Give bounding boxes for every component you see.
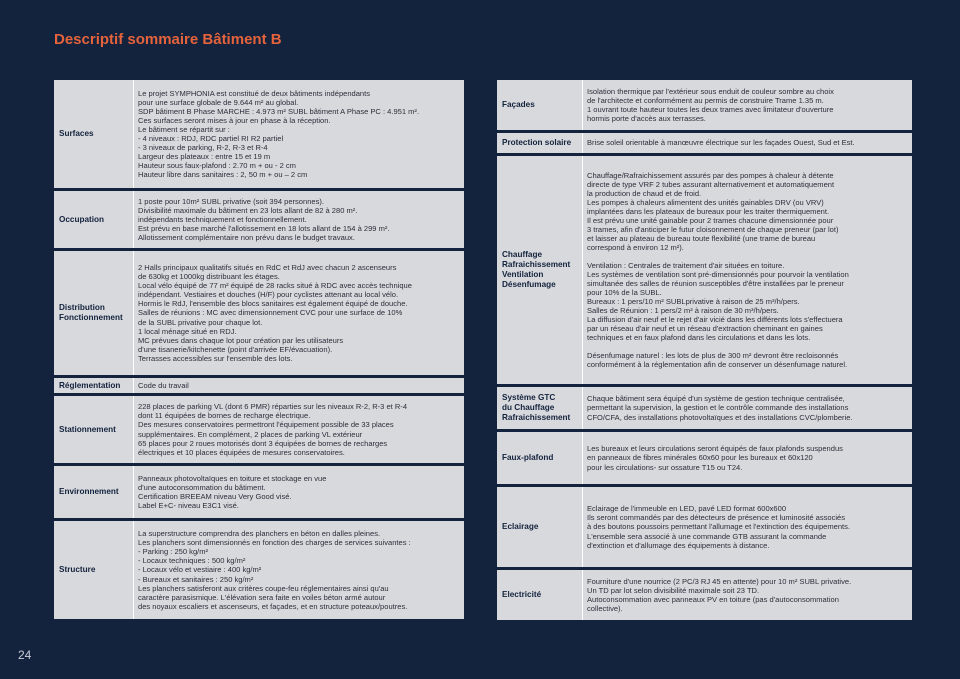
spec-line: Ventilation : Centrales de traitement d'air situées en toiture. — [587, 260, 785, 270]
spec-label-text: Protection solaire — [502, 138, 572, 147]
spec-line: Bureaux : 1 pers/10 m² SUBLprivative à raison de 25 m³/h/pers. — [587, 297, 800, 307]
spec-content — [583, 432, 912, 484]
spec-line: 65 places pour 2 roues motorisés dont 3 équipées de bornes de recharges — [138, 438, 388, 448]
spec-label — [54, 396, 134, 463]
spec-line: la production de chaud et de froid. — [587, 188, 702, 198]
spec-line: Label E+C- niveau E3C1 visé. — [138, 501, 239, 511]
spec-line: Salles de Réunion : 1 pers/2 m² à raison de 30 m³/h/pers. — [587, 306, 779, 316]
spec-label — [54, 80, 134, 188]
spec-line: pour une surface globale de 9.644 m² au global. — [138, 97, 299, 107]
spec-row-surfaces — [54, 80, 464, 188]
spec-line: correspond à environ 12 m²). — [587, 242, 684, 252]
spec-line: indépendants techniquement et fonctionnellement. — [138, 214, 307, 224]
spec-label-text: Electricité — [502, 590, 542, 599]
spec-line: 1 local ménage situé en RDJ. — [138, 326, 237, 336]
spec-label-text: Réglementation — [59, 380, 121, 390]
spec-line: 2 Halls principaux qualitatifs situés en RdC et RdJ avec chacun 2 ascenseurs — [138, 263, 397, 273]
spec-line: MC prévues dans chaque lot pour création par les utilisateurs — [138, 335, 344, 345]
spec-label-text: Occupation — [59, 214, 105, 224]
spec-label — [497, 387, 583, 429]
spec-line: d'une autoconsommation du bâtiment. — [138, 482, 266, 492]
spec-content — [583, 487, 912, 567]
spec-line: et laisser au plateau de bureau toute flexibilité (une trame de bureau — [587, 233, 816, 243]
spec-line: Hormis le RdJ, l'ensemble des blocs sanitaires est également équipé de douche. — [138, 299, 408, 309]
spec-line: - Parking : 250 kg/m² — [138, 547, 209, 557]
spec-line: de l'architecte et conformément au permis de construire Trame 1.35 m. — [587, 95, 824, 105]
spec-content — [134, 378, 464, 393]
spec-line: Est prévu en base marché l'allotissement en 18 lots allant de 154 à 299 m². — [138, 224, 390, 234]
spec-line: d'extinction et d'allumage des équipements à distance. — [587, 540, 770, 550]
spec-line: de 630kg et 1000kg distribuant les étages. — [138, 272, 280, 282]
spec-row-systeme-gtc — [497, 387, 912, 429]
spec-line: 1 ouvrant toute hauteur toutes les deux trames avec limitateur d'ouverture — [587, 105, 834, 114]
spec-line: de la SUBL privative pour chaque lot. — [138, 317, 263, 327]
spec-content — [583, 156, 912, 384]
spec-label-text: Faux-plafond — [502, 453, 554, 462]
page-number: 24 — [18, 648, 32, 662]
spec-line: permettant la supervision, la gestion et le contrôle commande des installations — [587, 403, 849, 413]
spec-line: par un réseau d'air neuf et un réseau d'extraction cheminant en gaines — [587, 324, 823, 334]
spec-row-electricite — [497, 570, 912, 620]
spec-line: - 3 niveaux de parking, R-2, R-3 et R-4 — [138, 143, 268, 153]
spec-line: caractère parasismique. L'élévation sera faite en voiles béton armé autour — [138, 592, 386, 602]
spec-line: SDP bâtiment B Phase MARCHE : 4.973 m² SUBL bâtiment A Phase PC : 4.951 m². — [138, 106, 420, 116]
spec-line: Largeur des plateaux : entre 15 et 19 m — [138, 152, 271, 162]
page-title: Descriptif sommaire Bâtiment B — [54, 31, 282, 48]
spec-content — [583, 133, 912, 153]
spec-line: 1 poste pour 10m² SUBL privative (soit 394 personnes). — [138, 196, 324, 206]
spec-content — [583, 80, 912, 130]
spec-line: - 4 niveaux : RDJ, RDC partiel RI R2 partiel — [138, 134, 284, 143]
spec-line: Les bureaux et leurs circulations seront équipés de faux plafonds suspendus — [587, 444, 843, 454]
spec-line: Salles de réunions : MC avec dimensionnement CVC pour une surface de 10% — [138, 308, 403, 318]
spec-line: Chaque bâtiment sera équipé d'un système de gestion technique centralisée, — [587, 394, 845, 404]
spec-line: collective). — [587, 604, 623, 614]
spec-line: CFO/CFA, des installations photovoltaïques et des installations CVC/plomberie. — [587, 412, 853, 422]
spec-row-distribution — [54, 251, 464, 375]
spec-line: La superstructure comprendra des planchers en béton en dalles pleines. — [138, 529, 381, 539]
spec-line: Ces surfaces seront mises à jour en phase à la réception. — [138, 115, 331, 125]
spec-content — [134, 521, 464, 619]
spec-line: Autoconsommation avec panneaux PV en toiture (pas d'autoconsommation — [587, 595, 839, 604]
spec-line: Un TD par lot selon divisibilité maximale soit 23 TD. — [587, 585, 760, 595]
spec-label-text: Système GTC du Chauffage Rafraichissement — [502, 393, 571, 422]
spec-label-text: Surfaces — [59, 129, 94, 138]
spec-line: Panneaux photovoltaïques en toiture et stockage en vue — [138, 473, 327, 483]
spec-line: pour 10% de la SUBL. — [587, 288, 662, 298]
spec-label-text: Environnement — [59, 487, 119, 496]
spec-line: Désenfumage naturel : les lots de plus de 300 m² devront être recloisonnés — [587, 351, 839, 361]
spec-line: La diffusion d'air neuf et le rejet d'air vicié dans les différents lots s'effectuera — [587, 315, 843, 325]
spec-content — [134, 396, 464, 463]
spec-label-text: Stationnement — [59, 424, 116, 434]
spec-line: Il est prévu une unité gainable pour 2 trames chacune dimensionnée pour — [587, 215, 834, 225]
spec-label — [54, 521, 134, 619]
spec-line: Chauffage/Rafraichissement assurés par des pompes à chaleur à détente — [587, 170, 834, 180]
spec-line: Terrasses accessibles sur l'ensemble des lots. — [138, 353, 293, 363]
spec-line: pour les circulations- sur ossature T15 ou T24. — [587, 462, 743, 472]
spec-line: directe de type VRF 2 tubes assurant alternativement et automatiquement — [587, 179, 835, 189]
spec-content — [134, 191, 464, 248]
spec-content — [583, 570, 912, 620]
spec-label — [497, 432, 583, 484]
spec-line: techniques et en faux plafond dans les circulations et dans les lots. — [587, 333, 811, 343]
spec-label — [497, 156, 583, 384]
spec-content — [134, 80, 464, 188]
spec-row-stationnement — [54, 396, 464, 463]
spec-label-text: Chauffage Rafraichissement Ventilation Désenfumage — [502, 250, 571, 289]
spec-line — [587, 342, 907, 351]
spec-label-text: Structure — [59, 565, 96, 574]
spec-line: - Locaux techniques : 500 kg/m² — [138, 556, 246, 566]
spec-content — [134, 251, 464, 375]
spec-row-facades — [497, 80, 912, 130]
spec-line: 228 places de parking VL (dont 6 PMR) réparties sur les niveaux R-2, R-3 et R-4 — [138, 402, 408, 412]
spec-line: Brise soleil orientable à manœuvre électrique sur les façades Ouest, Sud et Est. — [587, 138, 855, 148]
spec-label-text: Façades — [502, 100, 535, 109]
spec-line: Les systèmes de ventilation sont pré-dimensionnés pour pourvoir la ventilation — [587, 270, 849, 279]
spec-line: des noyaux escaliers et ascenseurs, et façades, et en structure poteaux/poutres. — [138, 601, 408, 611]
right-spec-table — [497, 80, 912, 620]
spec-line: implantées dans les plateaux de bureaux pour les traiter thermiquement. — [587, 206, 830, 216]
spec-content — [583, 387, 912, 429]
spec-line: Les pompes à chaleurs alimentent des unités gainables DRV (ou VRV) — [587, 197, 824, 207]
spec-row-environnement — [54, 466, 464, 518]
spec-line: à des boutons poussoirs permettant l'allumage et l'extinction des équipements. — [587, 522, 850, 532]
spec-line: simultanée des salles de réunion susceptibles d'être installées par le preneur — [587, 279, 844, 289]
spec-label — [497, 133, 583, 153]
spec-label-text: Eclairage — [502, 522, 539, 531]
spec-line: indépendant. Vestiaires et douches (H/F) pour cyclistes attenant au local vélo. — [138, 290, 399, 300]
spec-line: Divisibilité maximale du bâtiment en 23 lots allant de 82 à 280 m². — [138, 205, 358, 215]
spec-line: en panneaux de fibres minérales 60x60 pour les bureaux et 60x120 — [587, 453, 813, 463]
spec-line: Ils seront commandés par des détecteurs de présence et luminosité associés — [587, 513, 845, 523]
spec-line: Fourniture d'une nourrice (2 PC/3 RJ 45 en attente) pour 10 m² SUBL privative. — [587, 576, 852, 586]
spec-line: Isolation thermique par l'extérieur sous enduit de couleur sombre au choix — [587, 86, 834, 96]
spec-line: d'une tisanerie/kitchenette (point d'arrivée EF/évacuation). — [138, 344, 333, 354]
spec-line: électriques et 10 places équipées de mesures conservatoires. — [138, 447, 345, 457]
spec-line: Hauteur sous faux-plafond : 2.70 m + ou - 2 cm — [138, 161, 296, 171]
spec-line: Eclairage de l'immeuble en LED, pavé LED format 600x600 — [587, 504, 787, 514]
spec-line: Des mesures conservatoires permettront l'équipement possible de 33 places — [138, 420, 394, 430]
spec-row-occupation — [54, 191, 464, 248]
spec-label — [497, 80, 583, 130]
spec-line: Les planchers sont dimensionnés en fonction des charges de services suivantes : — [138, 538, 411, 548]
spec-line: L'ensemble sera associé à une commande GTB assurant la commande — [587, 531, 827, 541]
spec-row-reglementation — [54, 378, 464, 393]
spec-row-structure — [54, 521, 464, 619]
spec-line: Allotissement complémentaire non prévu dans le budget travaux. — [138, 233, 355, 243]
spec-line: Hauteur libre dans sanitaires : 2, 50 m + ou – 2 cm — [138, 170, 308, 180]
spec-label — [54, 191, 134, 248]
spec-line: Certification BREEAM niveau Very Good visé. — [138, 492, 292, 501]
spec-line: supplémentaires. En complément, 2 places de parking VL extérieur — [138, 429, 363, 439]
spec-label — [54, 251, 134, 375]
spec-row-eclairage — [497, 487, 912, 567]
spec-line: Les planchers satisferont aux critères coupe-feu réglementaires ainsi qu'au — [138, 583, 389, 593]
spec-row-faux-plafond — [497, 432, 912, 484]
spec-line: - Locaux vélo et vestiaire : 400 kg/m² — [138, 565, 262, 575]
left-spec-table — [54, 80, 464, 619]
spec-line: Code du travail — [138, 380, 189, 390]
spec-line: Le bâtiment se répartit sur : — [138, 124, 230, 134]
spec-label — [497, 487, 583, 567]
spec-label-text: Distribution Fonctionnement — [59, 303, 123, 322]
spec-line: Local vélo équipé de 77 m² équipé de 28 racks situé à RDC avec accès technique — [138, 281, 412, 291]
spec-label — [497, 570, 583, 620]
spec-line: dont 11 équipées de bornes de recharge électrique. — [138, 411, 311, 421]
spec-line: Le projet SYMPHONIA est constitué de deux bâtiments indépendants — [138, 88, 370, 98]
spec-content — [134, 466, 464, 518]
spec-line: conformément à la réglementation afin de conserver un désenfumage naturel. — [587, 360, 848, 370]
spec-label — [54, 378, 134, 393]
spec-line: 3 trames, afin d'anticiper le futur cloisonnement de chaque preneur (par lot) — [587, 224, 839, 234]
spec-row-protection-solaire — [497, 133, 912, 153]
spec-row-chauffage — [497, 156, 912, 384]
spec-line: hormis porte d'accès aux terrasses. — [587, 114, 706, 124]
spec-label — [54, 466, 134, 518]
spec-line — [587, 252, 907, 261]
spec-line: - Bureaux et sanitaires : 250 kg/m² — [138, 574, 254, 584]
